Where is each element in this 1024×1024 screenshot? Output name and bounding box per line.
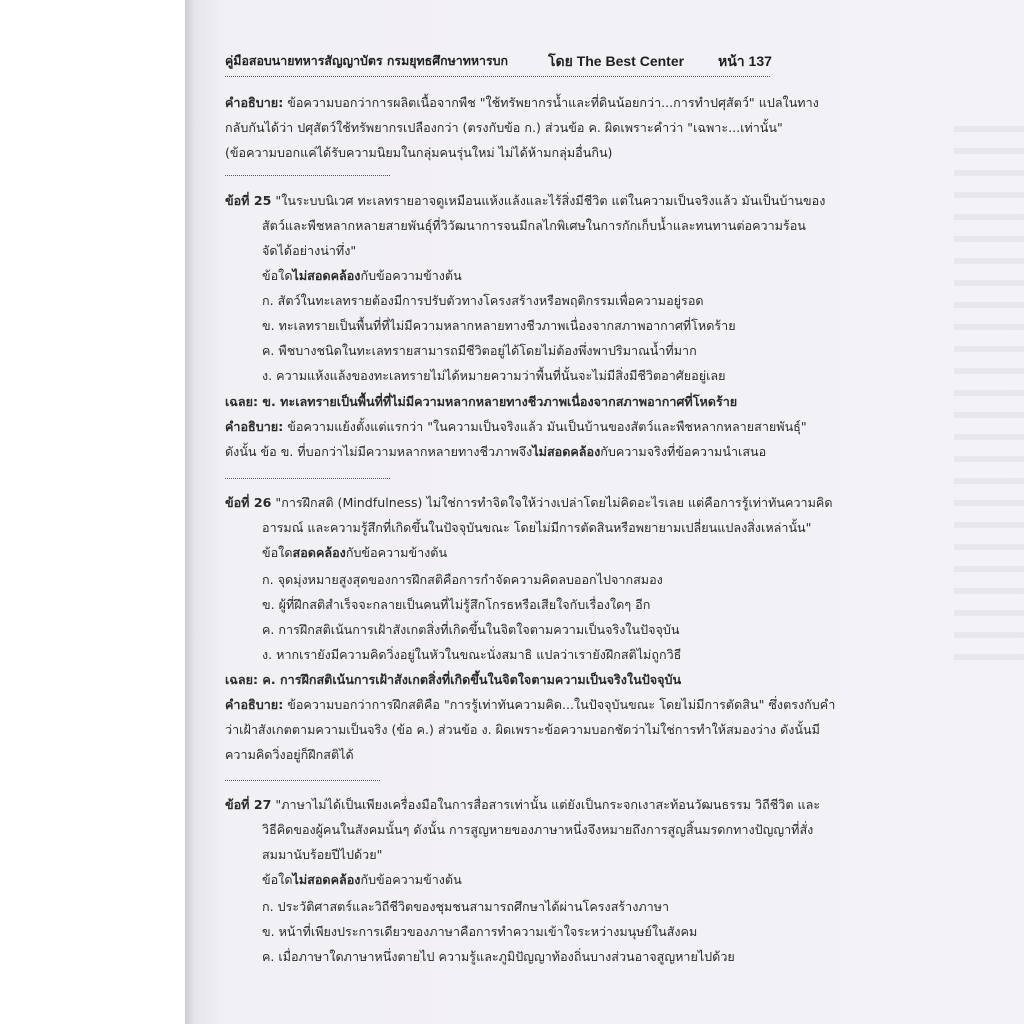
q26-option-d: ง. หากเรายังมีความคิดวิ่งอยู่ในหัวในขณะนั่งสมาธิ แปลว่าเรายังฝึกสติไม่ถูกวิธี (262, 647, 682, 662)
q26-stem-line-1: ข้อที่ 26 "การฝึกสติ (Mindfulness) ไม่ใช่การทำจิตใจให้ว่างเปล่าโดยไม่คิดอะไรเลย แต่คือการรู้เท่าทันความคิด (225, 495, 833, 510)
q26-option-b: ข. ผู้ที่ฝึกสติสำเร็จจะกลายเป็นคนที่ไม่รู้สึกโกรธหรือเสียใจกับเรื่องใดๆ อีก (262, 597, 651, 612)
q26-option-a: ก. จุดมุ่งหมายสูงสุดของการฝึกสติคือการกำจัดความคิดลบออกไปจากสมอง (262, 572, 663, 587)
q25-stem-line-2: สัตว์และพืชหลากหลายสายพันธุ์ที่วิวัฒนาการจนมีกลไกพิเศษในการกักเก็บน้ำและทนทานต่อความร้อน (262, 218, 806, 233)
q26-option-c: ค. การฝึกสติเน้นการเฝ้าสังเกตสิ่งที่เกิดขึ้นในจิตใจตามความเป็นจริงในปัจจุบัน (262, 622, 680, 637)
section-divider (225, 780, 380, 781)
section-divider (225, 175, 390, 176)
q26-number: ข้อที่ 26 (225, 495, 272, 510)
q25-option-b: ข. ทะเลทรายเป็นพื้นที่ที่ไม่มีความหลากหลายทางชีวภาพเนื่องจากสภาพอากาศที่โหดร้าย (262, 318, 736, 333)
bleed-through-text (954, 110, 1024, 670)
q26-prompt: ข้อใดสอดคล้องกับข้อความข้างต้น (262, 545, 448, 560)
q25-explanation-line-2: ดังนั้น ข้อ ข. ที่บอกว่าไม่มีความหลากหลายทางชีวภาพจึงไม่สอดคล้องกับความจริงที่ข้อความนำเสนอ (225, 444, 767, 459)
q26-explanation-line-1: คำอธิบาย: ข้อความบอกว่าการฝึกสติคือ "การรู้เท่าทันความคิด...ในปัจจุบันขณะ โดยไม่มีการตัดสิน" ซึ่งตรงกับคำ (225, 697, 836, 712)
header-book-title: คู่มือสอบนายทหารสัญญาบัตร กรมยุทธศึกษาทหารบก (225, 53, 509, 68)
q26-explanation-line-2: ว่าเฝ้าสังเกตตามความเป็นจริง (ข้อ ค.) ส่วนข้อ ง. ผิดเพราะข้อความบอกชัดว่าไม่ใช่การทำให้สมองว่าง ดังนั้นมี (225, 722, 820, 737)
header-publisher: โดย The Best Center (548, 53, 685, 69)
q27-option-c: ค. เมื่อภาษาใดภาษาหนึ่งตายไป ความรู้และภูมิปัญญาท้องถิ่นบางส่วนอาจสูญหายไปด้วย (262, 949, 735, 964)
q27-option-a: ก. ประวัติศาสตร์และวิถีชีวิตของชุมชนสามารถศึกษาได้ผ่านโครงสร้างภาษา (262, 899, 670, 914)
q25-number: ข้อที่ 25 (225, 193, 272, 208)
q25-option-c: ค. พืชบางชนิดในทะเลทรายสามารถมีชีวิตอยู่ได้โดยไม่ต้องพึ่งพาปริมาณน้ำที่มาก (262, 343, 697, 358)
top-explanation-line-2: กลับกันได้ว่า ปศุสัตว์ใช้ทรัพยากรเปลืองกว่า (ตรงกับข้อ ก.) ส่วนข้อ ค. ผิดเพราะคำว่า "เฉพาะ...เท่านั้น" (225, 120, 783, 135)
q25-stem-line-3: จัดได้อย่างน่าทึ่ง" (262, 243, 357, 258)
explanation-label: คำอธิบาย: (225, 95, 284, 110)
q25-stem-line-1: ข้อที่ 25 "ในระบบนิเวศ ทะเลทรายอาจดูเหมือนแห้งแล้งและไร้สิ่งมีชีวิต แต่ในความเป็นจริงแล้ว มันเป็นบ้านของ (225, 193, 826, 208)
section-divider (225, 478, 390, 479)
q25-explanation-line-1: คำอธิบาย: ข้อความแย้งตั้งแต่แรกว่า "ในความเป็นจริงแล้ว มันเป็นบ้านของสัตว์และพืชหลากหลายสายพันธุ์" (225, 419, 807, 434)
q27-stem-line-2: วิธีคิดของผู้คนในสังคมนั้นๆ ดังนั้น การสูญหายของภาษาหนึ่งจึงหมายถึงการสูญสิ้นมรดกทางปัญญาที่สั่ง (262, 822, 814, 837)
q26-answer: เฉลย: ค. การฝึกสติเน้นการเฝ้าสังเกตสิ่งที่เกิดขึ้นในจิตใจตามความเป็นจริงในปัจจุบัน (225, 672, 682, 687)
q25-option-d: ง. ความแห้งแล้งของทะเลทรายไม่ได้หมายความว่าพื้นที่นั้นจะไม่มีสิ่งมีชีวิตอาศัยอยู่เลย (262, 368, 726, 383)
top-explanation-line-3: (ข้อความบอกแค่ได้รับความนิยมในกลุ่มคนรุ่นใหม่ ไม่ได้ห้ามกลุ่มอื่นกิน) (225, 145, 613, 160)
q25-option-a: ก. สัตว์ในทะเลทรายต้องมีการปรับตัวทางโครงสร้างหรือพฤติกรรมเพื่อความอยู่รอด (262, 293, 704, 308)
header-divider (225, 76, 770, 77)
q25-answer: เฉลย: ข. ทะเลทรายเป็นพื้นที่ที่ไม่มีความหลากหลายทางชีวภาพเนื่องจากสภาพอากาศที่โหดร้าย (225, 394, 738, 409)
q25-prompt: ข้อใดไม่สอดคล้องกับข้อความข้างต้น (262, 268, 462, 283)
header-page-number: หน้า 137 (718, 53, 772, 69)
q27-number: ข้อที่ 27 (225, 797, 272, 812)
book-spine-margin (0, 0, 185, 1024)
q27-stem-line-3: สมมานับร้อยปีไปด้วย" (262, 847, 383, 862)
q27-option-b: ข. หน้าที่เพียงประการเดียวของภาษาคือการทำความเข้าใจระหว่างมนุษย์ในสังคม (262, 924, 698, 939)
top-explanation-line-1: คำอธิบาย: ข้อความบอกว่าการผลิตเนื้อจากพืช "ใช้ทรัพยากรน้ำและที่ดินน้อยกว่า...การทำปศุสัตว์" แปลในทาง (225, 95, 819, 110)
q27-prompt: ข้อใดไม่สอดคล้องกับข้อความข้างต้น (262, 872, 462, 887)
q26-explanation-line-3: ความคิดวิ่งอยู่ก็ฝึกสติได้ (225, 747, 354, 762)
q26-stem-line-2: อารมณ์ และความรู้สึกที่เกิดขึ้นในปัจจุบันขณะ โดยไม่มีการตัดสินหรือพยายามเปลี่ยนแปลงสิ่งเหล่านั้น" (262, 520, 812, 535)
q27-stem-line-1: ข้อที่ 27 "ภาษาไม่ได้เป็นเพียงเครื่องมือในการสื่อสารเท่านั้น แต่ยังเป็นกระจกเงาสะท้อนวัฒนธรรม วิถีชีวิต และ (225, 797, 821, 812)
